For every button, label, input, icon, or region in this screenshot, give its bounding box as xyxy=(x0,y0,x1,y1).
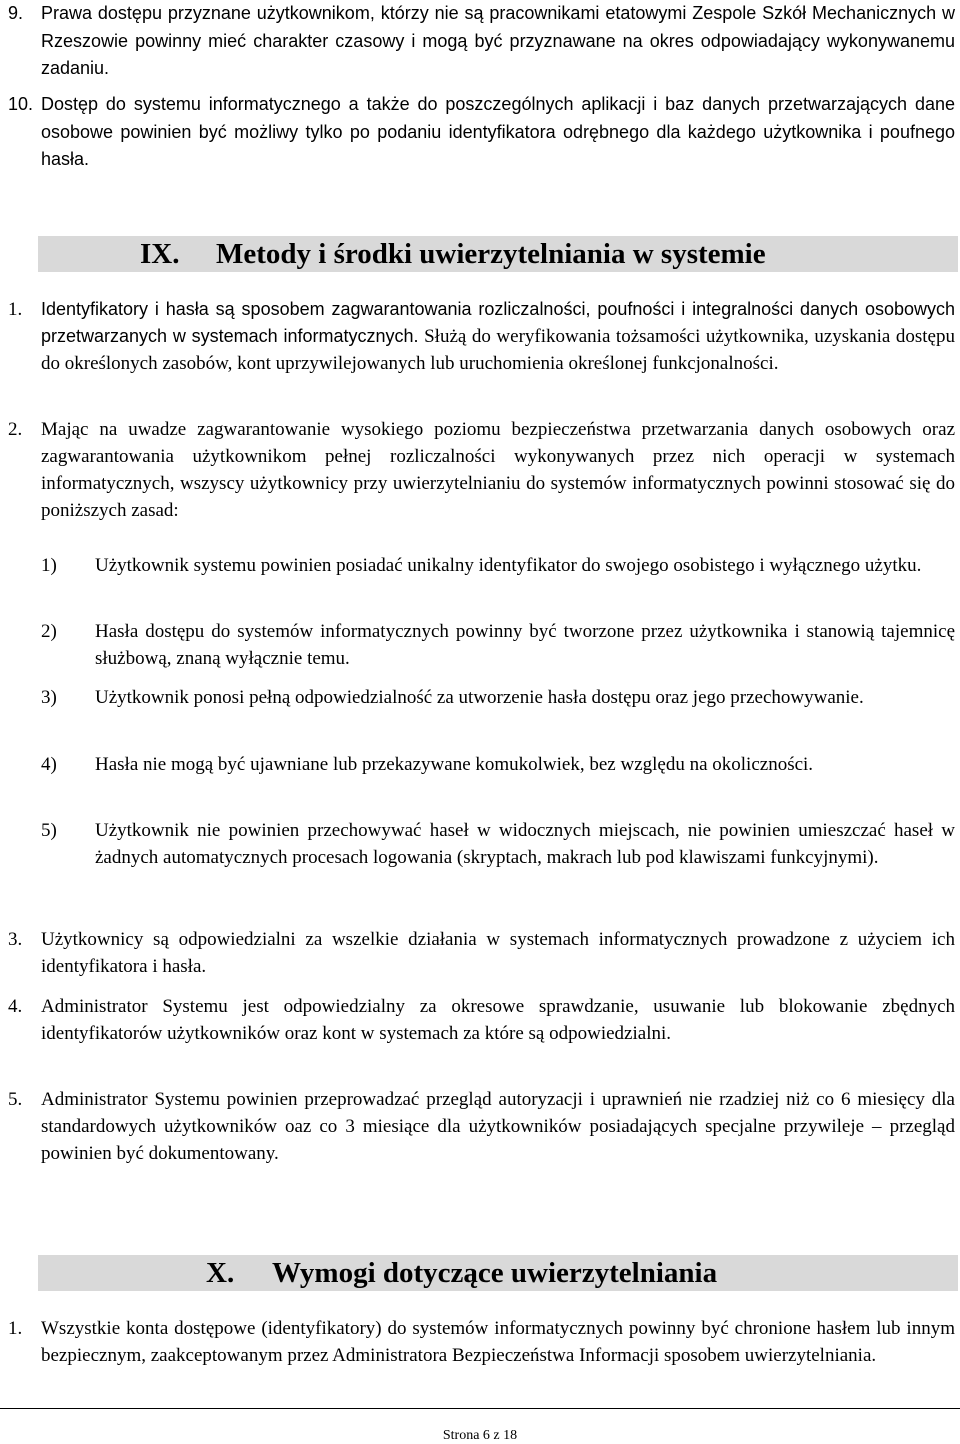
page-number: Strona 6 z 18 xyxy=(442,1428,518,1443)
item-text: Administrator Systemu jest odpowiedzialny za okresowe sprawdzanie, usuwanie lub blokowanie zbędnych identyfikatorów użytkowników oraz kont w systemach za które są odpowiedzialni. xyxy=(41,996,955,1044)
x-item-1 xyxy=(0,1315,955,1369)
section-number: X. xyxy=(206,1257,235,1289)
item-number: 4. xyxy=(8,996,23,1017)
section-number: IX. xyxy=(140,238,180,270)
footer-divider xyxy=(0,1408,960,1409)
rule-text: Hasła nie mogą być ujawniane lub przekazywane komukolwiek, bez względu na okoliczności. xyxy=(95,754,814,775)
ix-item-4 xyxy=(0,993,955,1047)
item-text: Mając na uwadze zagwarantowanie wysokiego poziomu bezpieczeństwa przetwarzania danych osobowych oraz zagwarantowania użytkownikom pełnej rozliczalności wykonywanych przez nich operacji w systemach informatycznych, wszyscy użytkownicy przy uwierzytelnianiu do systemów informatycznych powinni stosować się do poniższych zasad: xyxy=(41,419,955,521)
rule-2 xyxy=(0,618,955,672)
rule-number: 1) xyxy=(41,555,57,576)
rule-4 xyxy=(0,751,955,778)
rule-5 xyxy=(0,817,955,871)
item-text: Dostęp do systemu informatycznego a także do poszczególnych aplikacji i baz danych przetwarzających dane osobowe powinien być możliwy tylko po podaniu identyfikatora odrębnego dla każdego użytkownika i poufnego hasła. xyxy=(41,94,955,169)
top-item-9 xyxy=(0,0,955,83)
rule-number: 5) xyxy=(41,820,57,841)
item-text: Użytkownicy są odpowiedzialni za wszelkie działania w systemach informatycznych prowadzone z użyciem ich identyfikatora i hasła. xyxy=(41,929,955,977)
ix-item-3 xyxy=(0,926,955,980)
rule-1 xyxy=(0,552,955,579)
ix-item-1 xyxy=(0,296,955,377)
section-heading-ix xyxy=(38,236,958,272)
item-number: 10. xyxy=(8,94,34,114)
item-number: 1. xyxy=(8,299,23,320)
top-item-10 xyxy=(0,91,955,174)
section-title: Wymogi dotyczące uwierzytelniania xyxy=(272,1257,718,1289)
item-text: Wszystkie konta dostępowe (identyfikatory) do systemów informatycznych powinny być chronione hasłem lub innym bezpiecznym, zaakceptowanym przez Administratora Bezpieczeństwa Informacji sposobem uwierzytelniania. xyxy=(41,1318,955,1366)
rule-text: Użytkownik ponosi pełną odpowiedzialność za utworzenie hasła dostępu oraz jego przechowywanie. xyxy=(95,687,864,708)
rule-number: 4) xyxy=(41,754,57,775)
item-number: 2. xyxy=(8,419,23,440)
item-text: Prawa dostępu przyznane użytkownikom, którzy nie są pracownikami etatowymi Zespole Szkół Mechanicznych w Rzeszowie powinny mieć charakter czasowy i mogą być przyznawane na okres odpowiadający wykonywanemu zadaniu. xyxy=(41,3,955,78)
ix-item-2 xyxy=(0,416,955,524)
item-number: 3. xyxy=(8,929,23,950)
rule-text: Hasła dostępu do systemów informatycznych powinny być tworzone przez użytkownika i stanowią tajemnicę służbową, znaną wyłącznie temu. xyxy=(95,621,955,669)
rule-text: Użytkownik systemu powinien posiadać unikalny identyfikator do swojego osobistego i wyłącznego użytku. xyxy=(95,555,922,576)
rule-number: 2) xyxy=(41,621,57,642)
rule-number: 3) xyxy=(41,687,57,708)
item-text: Administrator Systemu powinien przeprowadzać przegląd autoryzacji i uprawnień nie rzadziej niż co 6 miesięcy dla standardowych użytkowników oaz co 3 miesiące dla użytkowników posiadających specjalne przywileje – przegląd powinien być dokumentowany. xyxy=(41,1089,955,1164)
item-number: 1. xyxy=(8,1318,23,1339)
item-text-sans: Identyfikatory i hasła są sposobem zagwarantowania rozliczalności, poufności i integralności danych osobowych przetwarzanych w systemach informatycznych. xyxy=(41,299,955,346)
item-text: Służą do weryfikowania tożsamości użytkownika, uzyskania dostępu do określonych zasobów, kont uprzywilejowanych lub uruchomienia określonej funkcjonalności. xyxy=(41,326,955,374)
section-title: Metody i środki uwierzytelniania w systemie xyxy=(216,238,766,270)
item-number: 9. xyxy=(8,3,24,23)
ix-item-5 xyxy=(0,1086,955,1167)
rule-text: Użytkownik nie powinien przechowywać haseł w widocznych miejscach, nie powinien umieszczać haseł w żadnych automatycznych procesach logowania (skryptach, makrach lub pod klawiszami funkcyjnymi). xyxy=(95,820,955,868)
rule-3 xyxy=(0,684,955,711)
section-heading-x xyxy=(38,1255,958,1291)
item-number: 5. xyxy=(8,1089,23,1110)
